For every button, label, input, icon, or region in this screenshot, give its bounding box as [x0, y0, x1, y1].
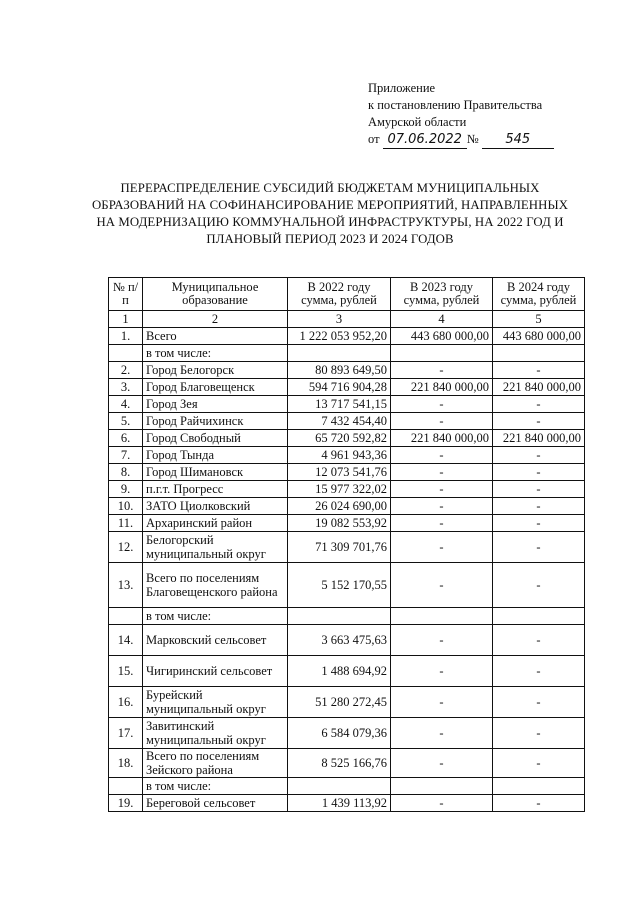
- appendix-region: Амурской области: [368, 115, 467, 129]
- row-number: [109, 608, 143, 625]
- table-row: [109, 718, 585, 749]
- row-number: 6.: [109, 430, 143, 447]
- row-number: [109, 345, 143, 362]
- municipality-name: Город Зея: [143, 396, 288, 413]
- amount-2022: [288, 778, 391, 795]
- row-number: 17.: [109, 718, 143, 749]
- col-number: 3: [288, 311, 391, 328]
- amount-2023: 443 680 000,00: [391, 328, 493, 345]
- row-number: 3.: [109, 379, 143, 396]
- municipality-name: Марковский сельсовет: [143, 625, 288, 656]
- table-row: [109, 362, 585, 379]
- appendix-resolution: к постановлению Правительства: [368, 98, 543, 112]
- amount-2024: -: [493, 625, 585, 656]
- amount-2024: [493, 345, 585, 362]
- table-row: [109, 749, 585, 778]
- table-row: [109, 625, 585, 656]
- amount-2022: 71 309 701,76: [288, 532, 391, 563]
- amount-2022: 65 720 592,82: [288, 430, 391, 447]
- amount-2024: [493, 608, 585, 625]
- amount-2023: -: [391, 396, 493, 413]
- table-row: [109, 656, 585, 687]
- row-number: 2.: [109, 362, 143, 379]
- municipality-name: Бурейский муниципальный округ: [143, 687, 288, 718]
- municipality-name: п.г.т. Прогресс: [143, 481, 288, 498]
- amount-2024: -: [493, 362, 585, 379]
- amount-2024: [493, 778, 585, 795]
- appendix-block: [368, 80, 554, 149]
- table-row: [109, 608, 585, 625]
- amount-2024: -: [493, 749, 585, 778]
- amount-2024: 221 840 000,00: [493, 430, 585, 447]
- table-row: [109, 532, 585, 563]
- row-number: 12.: [109, 532, 143, 563]
- appendix-label: Приложение: [368, 81, 436, 95]
- date-field: [383, 131, 467, 149]
- amount-2023: -: [391, 362, 493, 379]
- col-number: 4: [391, 311, 493, 328]
- municipality-name: Белогорский муниципальный округ: [143, 532, 288, 563]
- amount-2024: -: [493, 464, 585, 481]
- municipality-name: Город Тында: [143, 447, 288, 464]
- amount-2023: -: [391, 515, 493, 532]
- row-number: 16.: [109, 687, 143, 718]
- subsidy-table: [108, 277, 585, 812]
- table-row: [109, 345, 585, 362]
- table-row: [109, 379, 585, 396]
- col-number: 1: [109, 311, 143, 328]
- from-label: от: [368, 132, 380, 146]
- row-number: 4.: [109, 396, 143, 413]
- amount-2023: -: [391, 625, 493, 656]
- table-row: [109, 795, 585, 812]
- row-number: [109, 778, 143, 795]
- amount-2024: -: [493, 687, 585, 718]
- row-number: 9.: [109, 481, 143, 498]
- number-label: №: [466, 132, 479, 146]
- amount-2023: -: [391, 464, 493, 481]
- amount-2023: -: [391, 749, 493, 778]
- table-row: [109, 498, 585, 515]
- amount-2022: 80 893 649,50: [288, 362, 391, 379]
- municipality-name: Береговой сельсовет: [143, 795, 288, 812]
- amount-2022: 5 152 170,55: [288, 563, 391, 608]
- amount-2023: 221 840 000,00: [391, 430, 493, 447]
- municipality-name: Всего по поселениям Зейского района: [143, 749, 288, 778]
- number-field: [482, 131, 554, 149]
- amount-2024: -: [493, 515, 585, 532]
- amount-2023: [391, 345, 493, 362]
- municipality-name: Всего: [143, 328, 288, 345]
- amount-2022: 8 525 166,76: [288, 749, 391, 778]
- amount-2023: 221 840 000,00: [391, 379, 493, 396]
- amount-2023: -: [391, 687, 493, 718]
- amount-2023: [391, 608, 493, 625]
- municipality-name: в том числе:: [143, 778, 288, 795]
- table-row: [109, 687, 585, 718]
- table-row: [109, 328, 585, 345]
- amount-2022: 4 961 943,36: [288, 447, 391, 464]
- amount-2024: -: [493, 656, 585, 687]
- col-number: 2: [143, 311, 288, 328]
- amount-2022: [288, 608, 391, 625]
- row-number: 7.: [109, 447, 143, 464]
- municipality-name: Завитинский муниципальный округ: [143, 718, 288, 749]
- table-row: [109, 396, 585, 413]
- municipality-name: Всего по поселениям Благовещенского района: [143, 563, 288, 608]
- amount-2022: 15 977 322,02: [288, 481, 391, 498]
- amount-2024: -: [493, 532, 585, 563]
- table-row: [109, 464, 585, 481]
- row-number: 18.: [109, 749, 143, 778]
- header-2023: В 2023 году сумма, рублей: [391, 278, 493, 311]
- amount-2023: -: [391, 413, 493, 430]
- amount-2023: -: [391, 498, 493, 515]
- amount-2024: -: [493, 481, 585, 498]
- amount-2023: [391, 778, 493, 795]
- row-number: 11.: [109, 515, 143, 532]
- municipality-name: Город Белогорск: [143, 362, 288, 379]
- amount-2022: 51 280 272,45: [288, 687, 391, 718]
- municipality-name: Город Райчихинск: [143, 413, 288, 430]
- row-number: 10.: [109, 498, 143, 515]
- amount-2023: -: [391, 656, 493, 687]
- appendix-date-number: [368, 131, 554, 149]
- amount-2023: -: [391, 563, 493, 608]
- col-number: 5: [493, 311, 585, 328]
- amount-2023: -: [391, 447, 493, 464]
- table-row: [109, 430, 585, 447]
- row-number: 5.: [109, 413, 143, 430]
- amount-2022: 13 717 541,15: [288, 396, 391, 413]
- amount-2023: -: [391, 718, 493, 749]
- amount-2022: 3 663 475,63: [288, 625, 391, 656]
- amount-2024: -: [493, 413, 585, 430]
- amount-2022: 12 073 541,76: [288, 464, 391, 481]
- amount-2022: 19 082 553,92: [288, 515, 391, 532]
- row-number: 13.: [109, 563, 143, 608]
- table-row: [109, 447, 585, 464]
- municipality-name: ЗАТО Циолковский: [143, 498, 288, 515]
- handwritten-date: 07.06.2022: [387, 132, 462, 147]
- row-number: 14.: [109, 625, 143, 656]
- amount-2024: -: [493, 498, 585, 515]
- table-row: [109, 778, 585, 795]
- header-num: № п/п: [109, 278, 143, 311]
- amount-2022: 594 716 904,28: [288, 379, 391, 396]
- amount-2023: -: [391, 481, 493, 498]
- amount-2024: 443 680 000,00: [493, 328, 585, 345]
- row-number: 19.: [109, 795, 143, 812]
- amount-2022: [288, 345, 391, 362]
- table-header-row: [109, 278, 585, 311]
- table-row: [109, 413, 585, 430]
- municipality-name: Город Благовещенск: [143, 379, 288, 396]
- row-number: 8.: [109, 464, 143, 481]
- table-row: [109, 481, 585, 498]
- header-2022: В 2022 году сумма, рублей: [288, 278, 391, 311]
- handwritten-number: 545: [505, 132, 531, 147]
- amount-2023: -: [391, 532, 493, 563]
- municipality-name: Город Шимановск: [143, 464, 288, 481]
- column-number-row: [109, 311, 585, 328]
- row-number: 1.: [109, 328, 143, 345]
- municipality-name: в том числе:: [143, 345, 288, 362]
- amount-2024: -: [493, 563, 585, 608]
- municipality-name: Чигиринский сельсовет: [143, 656, 288, 687]
- header-2024: В 2024 году сумма, рублей: [493, 278, 585, 311]
- amount-2022: 1 488 694,92: [288, 656, 391, 687]
- amount-2022: 26 024 690,00: [288, 498, 391, 515]
- amount-2022: 1 439 113,92: [288, 795, 391, 812]
- document-title: ПЕРЕРАСПРЕДЕЛЕНИЕ СУБСИДИЙ БЮДЖЕТАМ МУНИЦИПАЛЬНЫХ ОБРАЗОВАНИЙ НА СОФИНАНСИРОВАНИЕ МЕРОПРИЯТИЙ, НАПРАВЛЕННЫХ НА МОДЕРНИЗАЦИЮ КОММУНАЛЬНОЙ ИНФРАСТРУКТУРЫ, НА 2022 ГОД И ПЛАНОВЫЙ ПЕРИОД 2023 И 2024 ГОДОВ: [91, 181, 569, 246]
- amount-2024: -: [493, 447, 585, 464]
- amount-2024: 221 840 000,00: [493, 379, 585, 396]
- municipality-name: Архаринский район: [143, 515, 288, 532]
- amount-2022: 6 584 079,36: [288, 718, 391, 749]
- amount-2022: 1 222 053 952,20: [288, 328, 391, 345]
- row-number: 15.: [109, 656, 143, 687]
- header-municipality: Муниципальное образование: [143, 278, 288, 311]
- table-row: [109, 515, 585, 532]
- table-row: [109, 563, 585, 608]
- amount-2022: 7 432 454,40: [288, 413, 391, 430]
- amount-2023: -: [391, 795, 493, 812]
- amount-2024: -: [493, 396, 585, 413]
- amount-2024: -: [493, 795, 585, 812]
- municipality-name: Город Свободный: [143, 430, 288, 447]
- municipality-name: в том числе:: [143, 608, 288, 625]
- amount-2024: -: [493, 718, 585, 749]
